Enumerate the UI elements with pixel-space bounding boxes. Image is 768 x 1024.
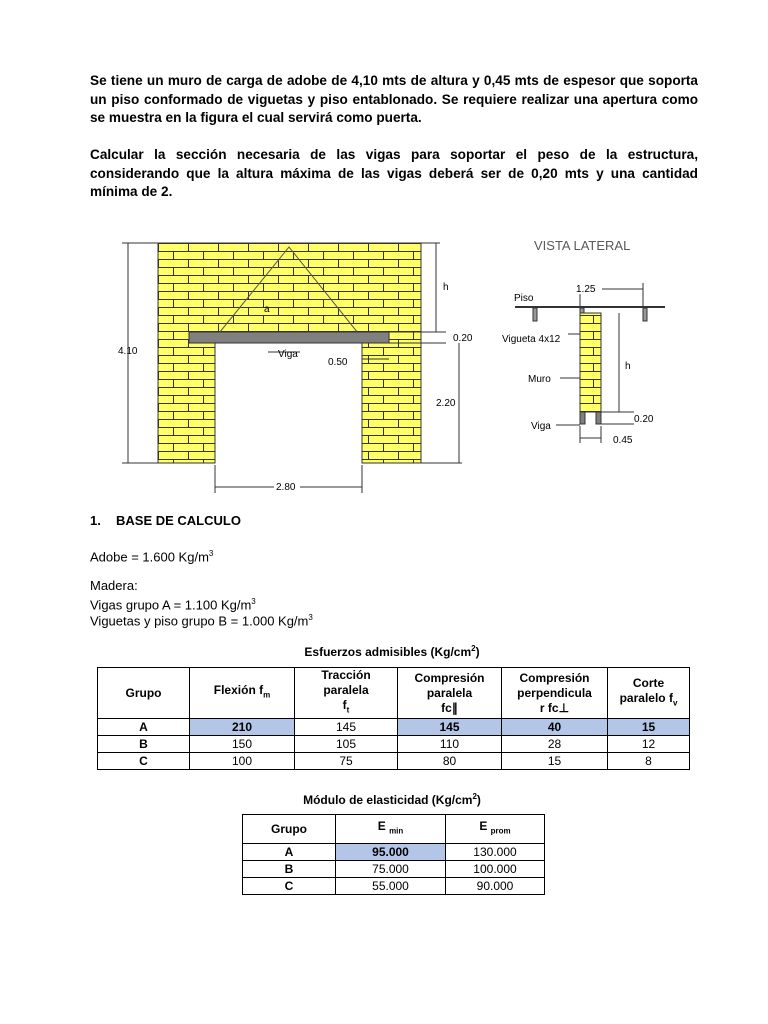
table-row [98, 719, 690, 736]
cell-eprom: 130.000 [446, 844, 545, 861]
cell-group: C [243, 878, 336, 895]
cell-corte: 8 [608, 753, 690, 770]
table-row [243, 861, 545, 878]
cell-group: B [243, 861, 336, 878]
cell-comp-perp: 40 [502, 719, 608, 736]
label-bearing: 0.50 [328, 357, 348, 368]
structure-drawing [0, 225, 768, 500]
label-joist: Vigueta 4x12 [502, 334, 561, 345]
label-h-side: h [625, 361, 631, 372]
beam [189, 332, 389, 343]
cell-comp-perp: 15 [502, 753, 608, 770]
th-emin: E $_{min}$ [336, 815, 446, 844]
table2-caption: Módulo de elasticidad $(Kg/cm^2)$ [303, 792, 481, 807]
th-traccion: Tracción paralela $f_t$ [295, 668, 398, 719]
table2-header-row [243, 815, 545, 844]
front-view [118, 243, 473, 493]
table-row [98, 753, 690, 770]
table-row [243, 878, 545, 895]
problem-statement: Se tiene un muro de carga de adobe de 4,10 mts de altura y 0,45 mts de espesor que soporta un piso conformado de viguetas y piso entablonado. Se requiere realizar una apertura como se muestra en la figura el cual servirá como puerta. [90, 73, 698, 126]
cell-traccion: 105 [295, 736, 398, 753]
th-grupo-2: Grupo [243, 815, 336, 844]
cell-traccion: 145 [295, 719, 398, 736]
elasticity-table [242, 814, 545, 895]
label-opening-width: 2.80 [276, 482, 296, 493]
table1-caption: Esfuerzos admisibles $(Kg/cm^2)$ [304, 644, 480, 659]
cell-comp-paralela: 110 [398, 736, 502, 753]
label-beam-depth: 0.20 [453, 333, 473, 344]
allowable-stress-table [97, 667, 690, 770]
cell-emin: 75.000 [336, 861, 446, 878]
cell-flexion: 100 [190, 753, 295, 770]
cell-comp-perp: 28 [502, 736, 608, 753]
cell-group: A [243, 844, 336, 861]
cell-group: A [98, 719, 190, 736]
label-side-beam: Viga [531, 421, 551, 432]
th-compresion-paralela: Compresión paralela fc∥ [398, 668, 502, 719]
th-compresion-perpendicular: Compresión perpendicula r fc⊥ [502, 668, 608, 719]
side-wall [580, 313, 601, 412]
cell-corte: 15 [608, 719, 690, 736]
side-beam-right [596, 412, 601, 424]
side-view [502, 238, 665, 446]
section-title: BASE DE CALCULO [116, 513, 241, 528]
label-thickness: 0.45 [613, 435, 633, 446]
label-wall: Muro [528, 374, 551, 385]
cell-comp-paralela: 145 [398, 719, 502, 736]
label-side-beam-depth: 0.20 [634, 414, 654, 425]
cell-traccion: 75 [295, 753, 398, 770]
label-spacing: 1.25 [576, 284, 596, 295]
joist-right [643, 308, 647, 321]
th-eprom: E $_{prom}$ [446, 815, 545, 844]
cell-eprom: 100.000 [446, 861, 545, 878]
label-floor: Piso [514, 293, 534, 304]
viguetas-density: Viguetas y piso grupo B = 1.000 $Kg/m^3$ [90, 613, 313, 629]
cell-comp-paralela: 80 [398, 753, 502, 770]
table-row [243, 844, 545, 861]
problem-task: Calcular la sección necesaria de las vigas para soportar el peso de la estructura, considerando que la altura máxima de las vigas deberá ser de 0,20 mts y una cantidad mínima de 2. [90, 147, 698, 200]
th-flexion: Flexión $f_m$ [190, 668, 295, 719]
cell-flexion: 210 [190, 719, 295, 736]
label-opening-height: 2.20 [436, 398, 456, 409]
section-heading [90, 513, 241, 528]
label-beam: Viga [278, 349, 298, 360]
madera-label: Madera: [90, 578, 138, 593]
label-total-height: 4.10 [118, 346, 138, 357]
label-h: h [443, 282, 449, 293]
joist-left [533, 308, 537, 321]
section-number: 1. [90, 513, 101, 528]
cell-corte: 12 [608, 736, 690, 753]
cell-flexion: 150 [190, 736, 295, 753]
label-a: a [264, 304, 270, 315]
cell-eprom: 90.000 [446, 878, 545, 895]
table-row [98, 736, 690, 753]
side-beam-left [580, 412, 585, 424]
th-corte: Corte paralelo $f_v$ [608, 668, 690, 719]
adobe-density: Adobe = 1.600 $Kg/m^3$ [90, 549, 214, 565]
vigas-density: Vigas grupo A = 1.100 $Kg/m^3$ [90, 597, 256, 613]
cell-emin: 55.000 [336, 878, 446, 895]
side-view-title: VISTA LATERAL [534, 238, 631, 253]
cell-group: C [98, 753, 190, 770]
table1-header-row [98, 668, 690, 719]
th-grupo: Grupo [98, 668, 190, 719]
cell-emin: 95.000 [336, 844, 446, 861]
cell-group: B [98, 736, 190, 753]
